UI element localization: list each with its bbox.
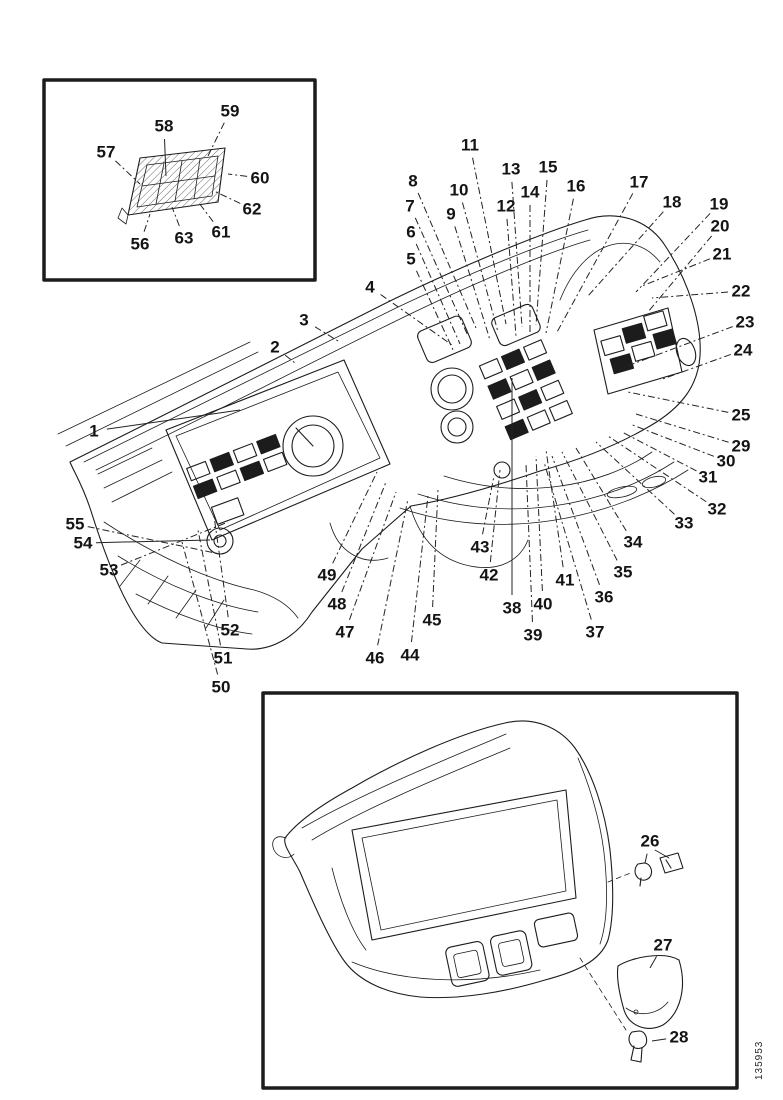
leader-line-50 <box>182 542 218 674</box>
callout-label-23: 23 <box>735 312 755 332</box>
headlight-switch <box>207 528 233 554</box>
center-gauges <box>431 368 473 443</box>
leader-line-27 <box>650 956 657 968</box>
leader-line-56 <box>144 214 150 232</box>
callout-label-17: 17 <box>629 172 649 192</box>
callout-label-8: 8 <box>408 171 418 191</box>
callout-label-61: 61 <box>211 222 231 242</box>
callout-label-40: 40 <box>533 594 553 614</box>
pocket-part-27 <box>580 956 682 1030</box>
figure-id: 135953 <box>754 1040 765 1080</box>
callout-label-36: 36 <box>594 587 614 607</box>
callout-label-10: 10 <box>449 180 469 200</box>
callout-label-39: 39 <box>523 625 543 645</box>
leader-line-30 <box>630 424 714 456</box>
air-vent-right <box>490 303 542 348</box>
leader-line-17 <box>556 193 633 334</box>
leader-line-26 <box>645 854 647 863</box>
leader-line-15 <box>536 180 547 325</box>
main-callouts <box>66 136 755 697</box>
callout-label-49: 49 <box>317 565 337 585</box>
leader-line-12 <box>507 219 516 336</box>
callout-label-25: 25 <box>731 405 751 425</box>
callout-label-18: 18 <box>662 192 682 212</box>
callout-label-35: 35 <box>613 562 633 582</box>
leader-line-1 <box>107 410 240 429</box>
callout-label-37: 37 <box>585 622 605 642</box>
callout-label-31: 31 <box>698 467 718 487</box>
leader-line-53 <box>121 522 228 565</box>
callout-label-56: 56 <box>130 234 150 254</box>
callout-label-7: 7 <box>405 196 415 216</box>
callout-label-12: 12 <box>496 196 516 216</box>
leader-line-42 <box>490 470 500 562</box>
callout-label-29: 29 <box>731 436 751 456</box>
callout-label-4: 4 <box>365 277 375 297</box>
leader-line-10 <box>462 203 498 332</box>
callout-label-15: 15 <box>538 157 558 177</box>
switch-blank-plate <box>118 148 225 224</box>
clip-part-26 <box>608 850 683 886</box>
leader-line-45 <box>433 489 438 607</box>
leader-line-51 <box>198 530 221 645</box>
leader-line-61 <box>199 203 213 222</box>
callout-label-48: 48 <box>327 594 347 614</box>
right-switch-grid <box>598 310 680 375</box>
callout-label-14: 14 <box>520 182 540 202</box>
callout-label-46: 46 <box>365 648 385 668</box>
leader-line-63 <box>172 207 179 226</box>
leader-line-25 <box>628 392 728 412</box>
callout-label-52: 52 <box>220 620 240 640</box>
callout-label-13: 13 <box>501 159 521 179</box>
callout-label-47: 47 <box>335 622 355 642</box>
leader-line-9 <box>455 226 490 340</box>
callout-label-62: 62 <box>242 199 262 219</box>
callout-label-63: 63 <box>174 228 194 248</box>
callout-label-45: 45 <box>422 610 442 630</box>
callout-label-44: 44 <box>400 645 420 665</box>
callout-label-5: 5 <box>406 249 416 269</box>
callout-label-41: 41 <box>555 570 575 590</box>
callout-label-6: 6 <box>406 222 416 242</box>
callout-label-60: 60 <box>250 168 270 188</box>
leader-line-7 <box>415 218 468 336</box>
ignition-switch <box>494 462 510 478</box>
callout-label-50: 50 <box>211 677 231 697</box>
leader-line-40 <box>536 456 542 591</box>
callout-label-27: 27 <box>653 935 673 955</box>
callout-label-20: 20 <box>710 216 730 236</box>
callout-label-53: 53 <box>99 560 119 580</box>
leader-line-46 <box>378 499 408 645</box>
leader-line-60 <box>228 174 247 176</box>
top-inset <box>44 80 315 280</box>
callout-label-32: 32 <box>707 499 727 519</box>
leader-line-41 <box>546 450 563 567</box>
leader-line-20 <box>648 236 712 312</box>
callout-label-55: 55 <box>65 514 85 534</box>
callout-label-51: 51 <box>213 648 233 668</box>
callout-label-43: 43 <box>470 537 490 557</box>
steering-column-shroud <box>410 506 528 568</box>
callout-label-3: 3 <box>299 310 309 330</box>
center-switch-grid <box>479 340 572 440</box>
cluster-opening <box>352 790 576 940</box>
warning-light-grid <box>187 435 287 499</box>
right-switch-panel <box>594 308 682 394</box>
leader-line-5 <box>416 271 454 352</box>
callout-label-2: 2 <box>270 337 280 357</box>
callout-label-26: 26 <box>640 831 660 851</box>
callout-label-19: 19 <box>709 194 729 214</box>
clip-part-28 <box>629 1031 647 1062</box>
callout-label-16: 16 <box>566 176 586 196</box>
callout-label-58: 58 <box>154 116 174 136</box>
bottom-inset <box>263 693 737 1088</box>
leader-line-16 <box>546 199 573 333</box>
callout-label-21: 21 <box>712 244 732 264</box>
leader-line-28 <box>652 1039 666 1041</box>
cluster-panel <box>166 360 390 540</box>
callout-label-59: 59 <box>220 101 240 121</box>
a-pillar-lines <box>58 342 258 446</box>
callout-label-11: 11 <box>461 135 479 155</box>
callout-label-24: 24 <box>733 340 753 360</box>
callout-label-22: 22 <box>731 281 751 301</box>
leader-line-33 <box>596 442 674 514</box>
leader-line-35 <box>562 452 617 560</box>
callout-label-9: 9 <box>446 204 456 224</box>
callout-label-42: 42 <box>479 565 499 585</box>
callout-label-34: 34 <box>623 532 643 552</box>
leader-line-19 <box>636 213 710 292</box>
left-end-cap <box>98 448 172 502</box>
leader-line-29 <box>636 414 729 442</box>
callout-label-1: 1 <box>89 421 99 441</box>
callout-label-57: 57 <box>96 142 116 162</box>
callout-label-33: 33 <box>674 513 694 533</box>
cluster-housing <box>273 721 613 998</box>
callout-label-28: 28 <box>669 1027 689 1047</box>
leader-line-43 <box>483 476 494 534</box>
speedometer-gauge <box>283 416 343 476</box>
leader-line-31 <box>622 432 696 471</box>
callout-label-54: 54 <box>73 533 93 553</box>
callout-label-38: 38 <box>502 598 522 618</box>
callout-label-30: 30 <box>716 451 736 471</box>
